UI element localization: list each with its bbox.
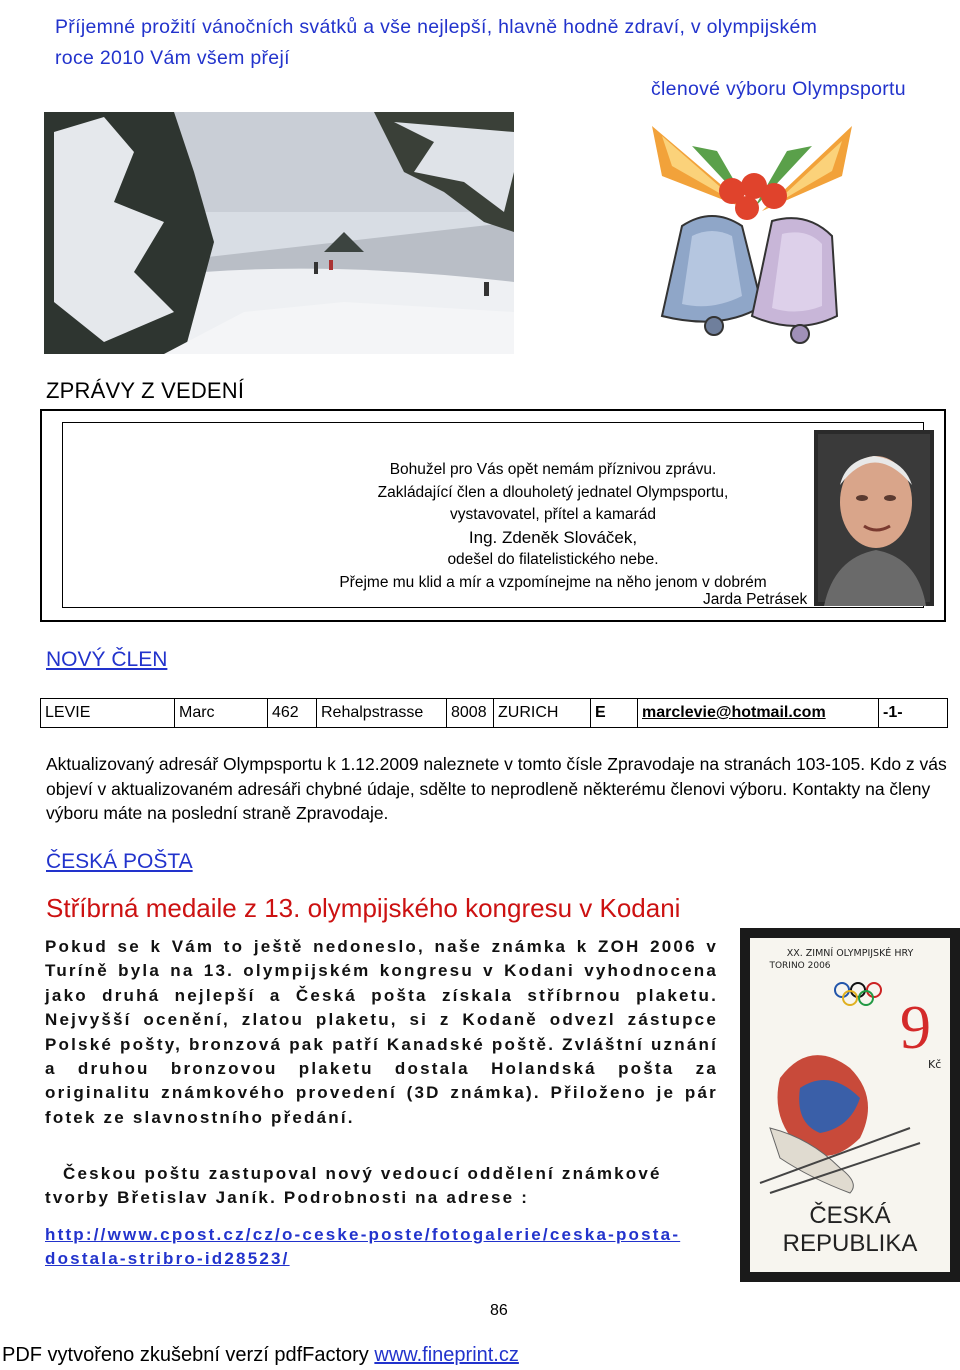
section-heading-new-member: NOVÝ ČLEN xyxy=(46,648,168,671)
obituary-signature: Jarda Petrásek xyxy=(703,591,808,608)
portrait-photo xyxy=(814,430,934,606)
footer-prefix: PDF vytvořeno zkušební verzí pdfFactory xyxy=(2,1344,375,1366)
member-city: ZURICH xyxy=(494,699,591,728)
section-heading-czech-post: ČESKÁ POŠTA xyxy=(46,850,193,873)
stamp-currency: Kč xyxy=(928,1058,942,1071)
obituary-line-2: Zakládající člen a dlouholetý jednatel Olympsportu, xyxy=(377,483,729,501)
footer-link[interactable]: www.fineprint.cz xyxy=(374,1344,519,1366)
page-number: 86 xyxy=(490,1302,508,1319)
greeting-line-1: Příjemné prožití vánočních svátků a vše nejlepší, hlavně hodně zdraví, v olympijském xyxy=(55,16,818,38)
member-language: E xyxy=(591,699,638,728)
obituary-line-5: odešel do filatelistického nebe. xyxy=(447,551,659,569)
stamp-header-line-2: TORINO 2006 xyxy=(769,961,831,971)
member-surname: LEVIE xyxy=(41,699,175,728)
obituary-line-6: Přejme mu klid a mír a vzpomínejme na něho jenom v dobrém xyxy=(339,573,767,591)
greeting-line-2: roce 2010 Vám všem přejí xyxy=(55,47,290,69)
representative-paragraph xyxy=(45,1162,718,1211)
member-firstname: Marc xyxy=(175,699,268,728)
obituary-name: Ing. Zdeněk Slováček, xyxy=(468,527,638,547)
new-member-table xyxy=(40,698,948,728)
member-number: 462 xyxy=(268,699,317,728)
olympic-stamp-image xyxy=(740,928,960,1282)
christmas-bells-image xyxy=(622,116,884,380)
silver-medal-title: Stříbrná medaile z 13. olympijského kongresu v Kodani xyxy=(46,893,681,923)
member-street: Rehalpstrasse xyxy=(317,699,447,728)
greeting-signature: členové výboru Olympsportu xyxy=(651,78,906,100)
representative-text: Českou poštu zastupoval nový vedoucí oddělení známkové tvorby Břetislav Janík. Podrobnosti na adrese : xyxy=(45,1164,662,1208)
obituary-line-3: vystavovatel, přítel a kamarád xyxy=(450,506,656,524)
stamp-country-line-1: ČESKÁ xyxy=(809,1202,891,1229)
obituary-line-1: Bohužel pro Vás opět nemám příznivou zprávu. xyxy=(389,461,717,478)
cpost-link[interactable]: http://www.cpost.cz/cz/o-ceske-poste/fotogalerie/ceska-posta-dostala-stribro-id28523/ xyxy=(45,1225,681,1269)
obituary-text xyxy=(293,459,813,595)
section-heading-news: ZPRÁVY Z VEDENÍ xyxy=(46,378,245,403)
silver-medal-paragraph: Pokud se k Vám to ještě nedoneslo, naše známka k ZOH 2006 v Turíně byla na 13. olympijském kongresu v Kodani vyhodnocena jako druhá nejlepší a Česká pošta získala stříbrnou plaketu. Nejvyšší ocenění, zlatou plaketu, si z Kodaně odvezl zástupce Polské pošty, bronzová pak patří Kanadské poště. Zvláštní uznání a druhou bronzovou plaketu dostala Holandská pošta za originalitu známkového provedení (3D známka). Přiloženo je pár fotek ze slavnostního předání. xyxy=(45,937,718,1127)
obituary-inner-frame xyxy=(62,422,924,608)
member-code: -1- xyxy=(879,699,948,728)
stamp-header-line-1: XX. ZIMNÍ OLYMPIJSKÉ HRY xyxy=(786,948,914,959)
stamp-value: 9 xyxy=(900,994,931,1062)
member-zip: 8008 xyxy=(447,699,494,728)
obituary-box xyxy=(40,409,946,622)
stamp-country-line-2: REPUBLIKA xyxy=(782,1230,918,1257)
pdf-footer xyxy=(2,1344,519,1367)
winter-ski-photo xyxy=(44,112,514,354)
address-book-paragraph: Aktualizovaný adresář Olympsportu k 1.12.2009 naleznete v tomto čísle Zpravodaje na stranách 103-105. Kdo z vás objeví v aktualizovaném adresáři chybné údaje, sdělte to neprodleně některému členovi výboru. Kontakty na členy výboru máte na poslední straně Zpravodaje. xyxy=(46,754,947,823)
table-row xyxy=(41,699,948,728)
member-email-link[interactable]: marclevie@hotmail.com xyxy=(638,699,879,728)
